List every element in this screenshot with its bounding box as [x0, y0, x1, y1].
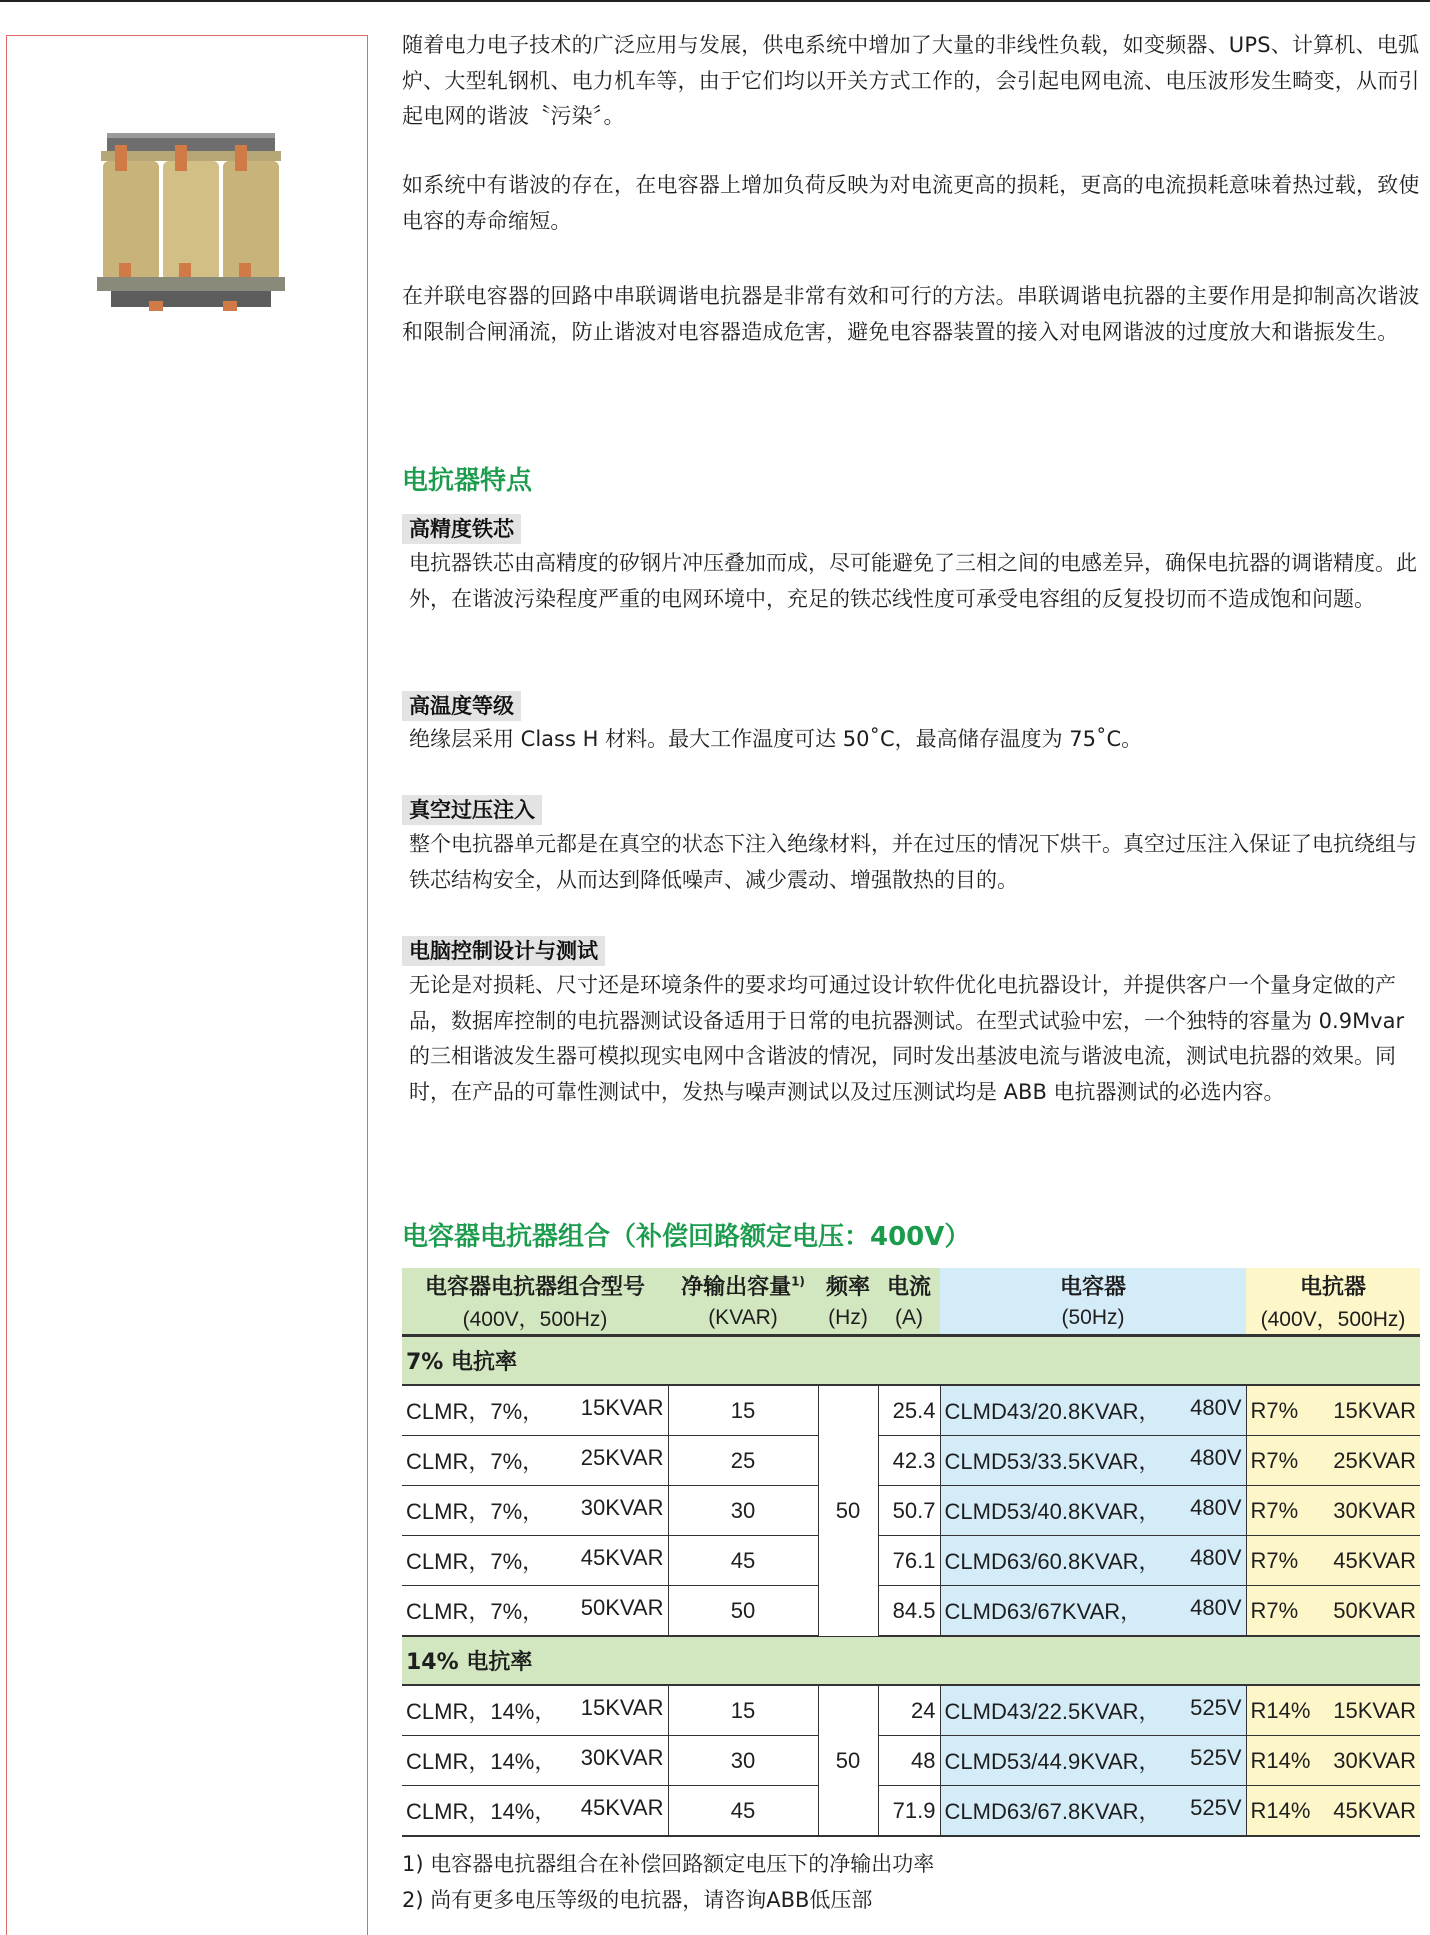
header-model: 电容器电抗器组合型号 — [402, 1268, 668, 1302]
capacitor-cell: CLMD43/20.8KVAR， 480V — [940, 1385, 1246, 1436]
footnotes — [402, 1846, 934, 1918]
kvar-cell: 45 — [668, 1536, 818, 1586]
reactor-cell: R7% 30KVAR — [1246, 1486, 1420, 1536]
feature-text-temperature: 绝缘层采用 Class H 材料。最大工作温度可达 50˚C，最高储存温度为 75˚C。 — [409, 727, 1143, 751]
table-heading: 电容器电抗器组合（补偿回路额定电压：400V） — [402, 1222, 971, 1252]
feature-title-core: 高精度铁芯 — [402, 514, 521, 544]
current-cell: 76.1 — [878, 1536, 940, 1586]
current-cell: 50.7 — [878, 1486, 940, 1536]
kvar-cell: 30 — [668, 1486, 818, 1536]
kvar-cell: 45 — [668, 1786, 818, 1837]
header-current: 电流 — [878, 1268, 940, 1302]
kvar-cell: 25 — [668, 1436, 818, 1486]
unit-frequency: (Hz) — [818, 1302, 878, 1336]
feature-title-temperature: 高温度等级 — [402, 691, 521, 721]
intro-paragraph-1: 随着电力电子技术的广泛应用与发展，供电系统中增加了大量的非线性负载，如变频器、UPS、计算机、电弧炉、大型轧钢机、电力机车等，由于它们均以开关方式工作的，会引起电网电流、电压波形发生畸变，从而引起电网的谐波〝污染〞。 — [402, 33, 1420, 128]
capacitor-cell: CLMD63/60.8KVAR， 480V — [940, 1536, 1246, 1586]
reactor-product-image — [93, 131, 289, 313]
reactor-cell: R14% 30KVAR — [1246, 1736, 1420, 1786]
intro-paragraph-3: 在并联电容器的回路中串联调谐电抗器是非常有效和可行的方法。串联调谐电抗器的主要作用是抑制高次谐波和限制合闸涌流，防止谐波对电容器造成危害，避免电容器装置的接入对电网谐波的过度放大和谐振发生。 — [402, 284, 1420, 344]
table-row — [402, 1436, 1420, 1486]
sidebar-frame — [6, 35, 368, 1935]
table-row — [402, 1685, 1420, 1736]
header-frequency: 频率 — [818, 1268, 878, 1302]
current-cell: 48 — [878, 1736, 940, 1786]
group-label: 7% 电抗率 — [402, 1336, 1420, 1386]
current-cell: 24 — [878, 1685, 940, 1736]
header-kvar-footnote: 1) — [791, 1274, 805, 1289]
current-cell: 42.3 — [878, 1436, 940, 1486]
model-cell: CLMR，7%， 15KVAR — [402, 1385, 668, 1436]
unit-capacitor: (50Hz) — [940, 1302, 1246, 1336]
top-rule — [0, 0, 1430, 2]
model-cell: CLMR，7%， 50KVAR — [402, 1586, 668, 1637]
model-cell: CLMR，14%， 15KVAR — [402, 1685, 668, 1736]
kvar-cell: 30 — [668, 1736, 818, 1786]
frequency-cell: 50 — [818, 1385, 878, 1636]
table-row — [402, 1536, 1420, 1586]
model-cell: CLMR，7%， 45KVAR — [402, 1536, 668, 1586]
table-unit-row — [402, 1302, 1420, 1336]
table-row — [402, 1586, 1420, 1637]
unit-kvar: (KVAR) — [668, 1302, 818, 1336]
header-capacitor: 电容器 — [940, 1268, 1246, 1302]
footnote-2: 2) 尚有更多电压等级的电抗器，请咨询ABB低压部 — [402, 1888, 873, 1912]
current-cell: 71.9 — [878, 1786, 940, 1837]
table-row — [402, 1786, 1420, 1837]
reactor-cell: R7% 45KVAR — [1246, 1536, 1420, 1586]
feature-text-core: 电抗器铁芯由高精度的矽钢片冲压叠加而成，尽可能避免了三相之间的电感差异，确保电抗器的调谐精度。此外，在谐波污染程度严重的电网环境中，充足的铁芯线性度可承受电容组的反复投切而不造成饱和问题。 — [409, 551, 1417, 611]
feature-text-vacuum: 整个电抗器单元都是在真空的状态下注入绝缘材料，并在过压的情况下烘干。真空过压注入保证了电抗绕组与铁芯结构安全，从而达到降低噪声、减少震动、增强散热的目的。 — [409, 832, 1417, 892]
combination-table — [402, 1268, 1420, 1837]
footnote-1: 1) 电容器电抗器组合在补偿回路额定电压下的净输出功率 — [402, 1852, 935, 1876]
unit-reactor: (400V，500Hz) — [1246, 1302, 1420, 1336]
unit-model: (400V，500Hz) — [402, 1302, 668, 1336]
group-row-14pct — [402, 1636, 1420, 1685]
header-reactor: 电抗器 — [1246, 1268, 1420, 1302]
group-label: 14% 电抗率 — [402, 1636, 1420, 1685]
feature-title-vacuum: 真空过压注入 — [402, 795, 542, 825]
capacitor-cell: CLMD53/33.5KVAR， 480V — [940, 1436, 1246, 1486]
feature-title-computer: 电脑控制设计与测试 — [402, 936, 605, 966]
group-row-7pct — [402, 1336, 1420, 1386]
feature-text-computer: 无论是对损耗、尺寸还是环境条件的要求均可通过设计软件优化电抗器设计，并提供客户一个量身定做的产品，数据库控制的电抗器测试设备适用于日常的电抗器测试。在型式试验中宏，一个独特的容量为 0.9Mvar 的三相谐波发生器可模拟现实电网中含谐波的情况，同时发出基波电流与谐波电流，测试电抗器的效果。同时，在产品的可靠性测试中，发热与噪声测试以及过压测试均是 ABB 电抗器测试的必选内容。 — [409, 973, 1405, 1104]
model-cell: CLMR，14%， 45KVAR — [402, 1786, 668, 1837]
model-cell: CLMR，7%， 25KVAR — [402, 1436, 668, 1486]
kvar-cell: 15 — [668, 1385, 818, 1436]
reactor-cell: R14% 15KVAR — [1246, 1685, 1420, 1736]
current-cell: 25.4 — [878, 1385, 940, 1436]
table-row — [402, 1385, 1420, 1436]
model-cell: CLMR，14%， 30KVAR — [402, 1736, 668, 1786]
reactor-cell: R14% 45KVAR — [1246, 1786, 1420, 1837]
features-heading: 电抗器特点 — [402, 466, 533, 496]
table-row — [402, 1736, 1420, 1786]
capacitor-cell: CLMD53/40.8KVAR， 480V — [940, 1486, 1246, 1536]
unit-current: (A) — [878, 1302, 940, 1336]
kvar-cell: 50 — [668, 1586, 818, 1637]
reactor-cell: R7% 15KVAR — [1246, 1385, 1420, 1436]
table-header-row — [402, 1268, 1420, 1302]
header-kvar: 净输出容量$^{1)}$ — [668, 1268, 818, 1302]
capacitor-cell: CLMD63/67KVAR， 480V — [940, 1586, 1246, 1637]
capacitor-cell: CLMD53/44.9KVAR， 525V — [940, 1736, 1246, 1786]
frequency-cell: 50 — [818, 1685, 878, 1836]
capacitor-cell: CLMD63/67.8KVAR， 525V — [940, 1786, 1246, 1837]
reactor-cell: R7% 50KVAR — [1246, 1586, 1420, 1637]
current-cell: 84.5 — [878, 1586, 940, 1637]
reactor-cell: R7% 25KVAR — [1246, 1436, 1420, 1486]
intro-paragraph-2: 如系统中有谐波的存在，在电容器上增加负荷反映为对电流更高的损耗，更高的电流损耗意味着热过载，致使电容的寿命缩短。 — [402, 173, 1420, 233]
table-row — [402, 1486, 1420, 1536]
capacitor-cell: CLMD43/22.5KVAR， 525V — [940, 1685, 1246, 1736]
model-cell: CLMR，7%， 30KVAR — [402, 1486, 668, 1536]
kvar-cell: 15 — [668, 1685, 818, 1736]
